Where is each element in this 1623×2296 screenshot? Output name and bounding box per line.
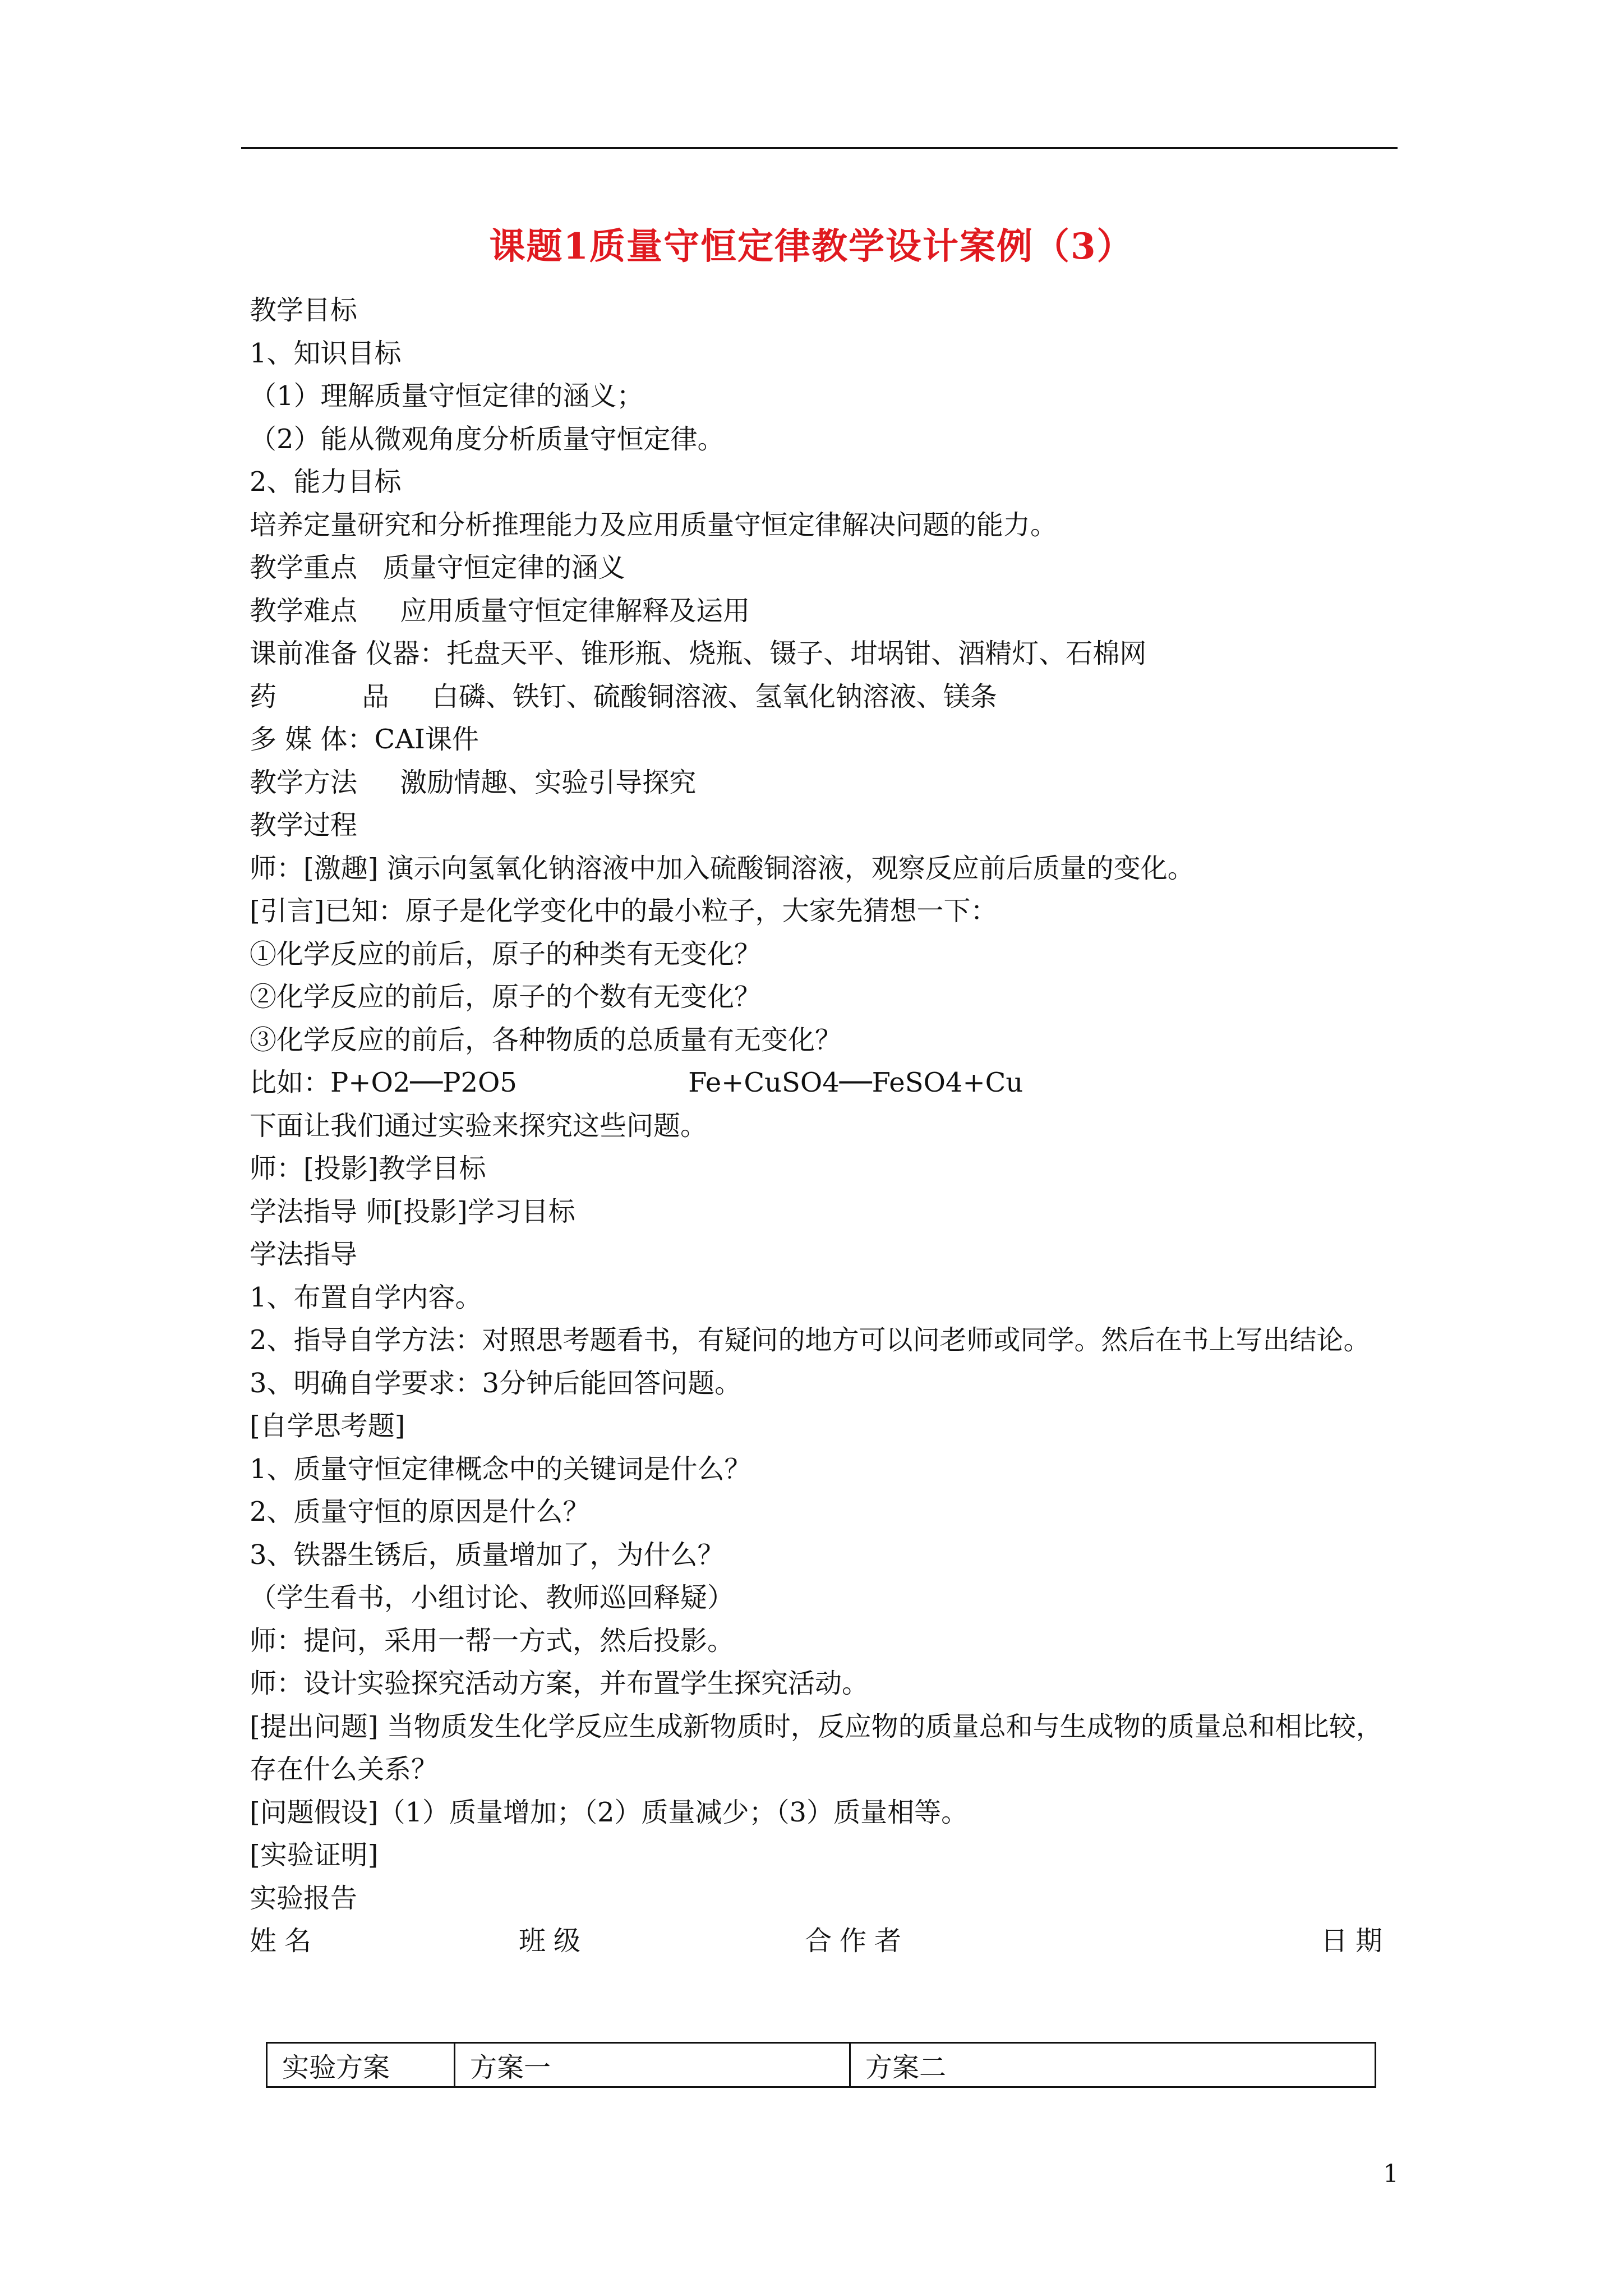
text-line: 教学过程 xyxy=(250,809,358,841)
experiment-plan-table xyxy=(266,2042,1376,2088)
header-rule xyxy=(241,147,1398,149)
text-line: 药 品 白磷、铁钉、硫酸铜溶液、氢氧化钠溶液、镁条 xyxy=(250,680,997,712)
text-line: [自学思考题] xyxy=(250,1410,405,1442)
text-line: 教学难点 应用质量守恒定律解释及运用 xyxy=(250,595,750,627)
text-line: 教学目标 xyxy=(250,295,358,326)
wrapped-paragraph: [提出问题] 当物质发生化学反应生成新物质时，反应物的质量总和与生成物的质量总和相比较，存在什么关系？ xyxy=(250,1710,1383,1785)
class-field-label: 班级 xyxy=(519,1925,589,1957)
text-line: 1、知识目标 xyxy=(250,337,402,369)
text-line: 3、明确自学要求：3分钟后能回答问题。 xyxy=(250,1367,742,1399)
document-title: 课题1质量守恒定律教学设计案例（3） xyxy=(489,226,1134,268)
text-line: 师：[投影]教学目标 xyxy=(250,1153,486,1184)
text-line: 学法指导 xyxy=(250,1239,358,1270)
text-line: （学生看书，小组讨论、教师巡回释疑） xyxy=(250,1582,735,1613)
text-line: [问题假设]（1）质量增加；（2）质量减少；（3）质量相等。 xyxy=(250,1796,969,1828)
report-info-row xyxy=(250,1920,1399,1963)
text-line: （1）理解质量守恒定律的涵义； xyxy=(250,380,644,412)
text-line: 师：提问，采用一帮一方式，然后投影。 xyxy=(250,1625,735,1657)
text-line: 培养定量研究和分析推理能力及应用质量守恒定律解决问题的能力。 xyxy=(250,509,1058,541)
text-line: 下面让我们通过实验来探究这些问题。 xyxy=(250,1110,708,1142)
page-number: 1 xyxy=(1383,2160,1399,2188)
text-line: 师：[激趣] 演示向氢氧化钠溶液中加入硫酸铜溶液，观察反应前后质量的变化。 xyxy=(250,852,1195,884)
text-line: 课前准备 仪器：托盘天平、锥形瓶、烧瓶、镊子、坩埚钳、酒精灯、石棉网 xyxy=(250,638,1147,669)
text-line: 师：设计实验探究活动方案，并布置学生探究活动。 xyxy=(250,1668,869,1699)
text-line: （2）能从微观角度分析质量守恒定律。 xyxy=(250,423,725,455)
text-line: 1、质量守恒定律概念中的关键词是什么？ xyxy=(250,1453,751,1485)
text-line: ③化学反应的前后，各种物质的总质量有无变化？ xyxy=(250,1024,842,1056)
text-line: 3、铁器生锈后，质量增加了，为什么？ xyxy=(250,1539,725,1571)
text-line: 2、能力目标 xyxy=(250,466,402,498)
name-field-label: 姓名 xyxy=(250,1925,320,1957)
text-line: [实验证明] xyxy=(250,1839,379,1871)
text-line: 教学重点 质量守恒定律的涵义 xyxy=(250,552,625,583)
text-line: ②化学反应的前后，原子的个数有无变化？ xyxy=(250,981,762,1013)
table-cell: 方案一 xyxy=(455,2043,850,2087)
text-line: 实验报告 xyxy=(250,1882,358,1914)
table-cell: 方案二 xyxy=(850,2043,1376,2087)
partner-field-label: 合作者 xyxy=(805,1925,910,1957)
date-field-label: 日期 xyxy=(1321,1925,1391,1957)
text-line: [引言]已知：原子是化学变化中的最小粒子，大家先猜想一下： xyxy=(250,895,998,927)
text-line: 多 媒 体：CAI课件 xyxy=(250,724,479,755)
text-line: 2、质量守恒的原因是什么？ xyxy=(250,1496,590,1527)
equation-line: 比如：P+O2──P2O5 Fe+CuSO4──FeSO4+Cu xyxy=(250,1067,1023,1098)
text-line: ①化学反应的前后，原子的种类有无变化？ xyxy=(250,938,762,970)
document-body xyxy=(250,289,1399,1963)
text-line: 1、布置自学内容。 xyxy=(250,1281,482,1313)
text-line: 教学方法 激励情趣、实验引导探究 xyxy=(250,766,697,798)
text-line: 学法指导 师[投影]学习目标 xyxy=(250,1195,575,1227)
wrapped-paragraph: 2、指导自学方法：对照思考题看书，有疑问的地方可以问老师或同学。然后在书上写出结论。 xyxy=(250,1324,1371,1356)
table-header-cell: 实验方案 xyxy=(267,2043,455,2087)
table-row xyxy=(267,2043,1376,2087)
